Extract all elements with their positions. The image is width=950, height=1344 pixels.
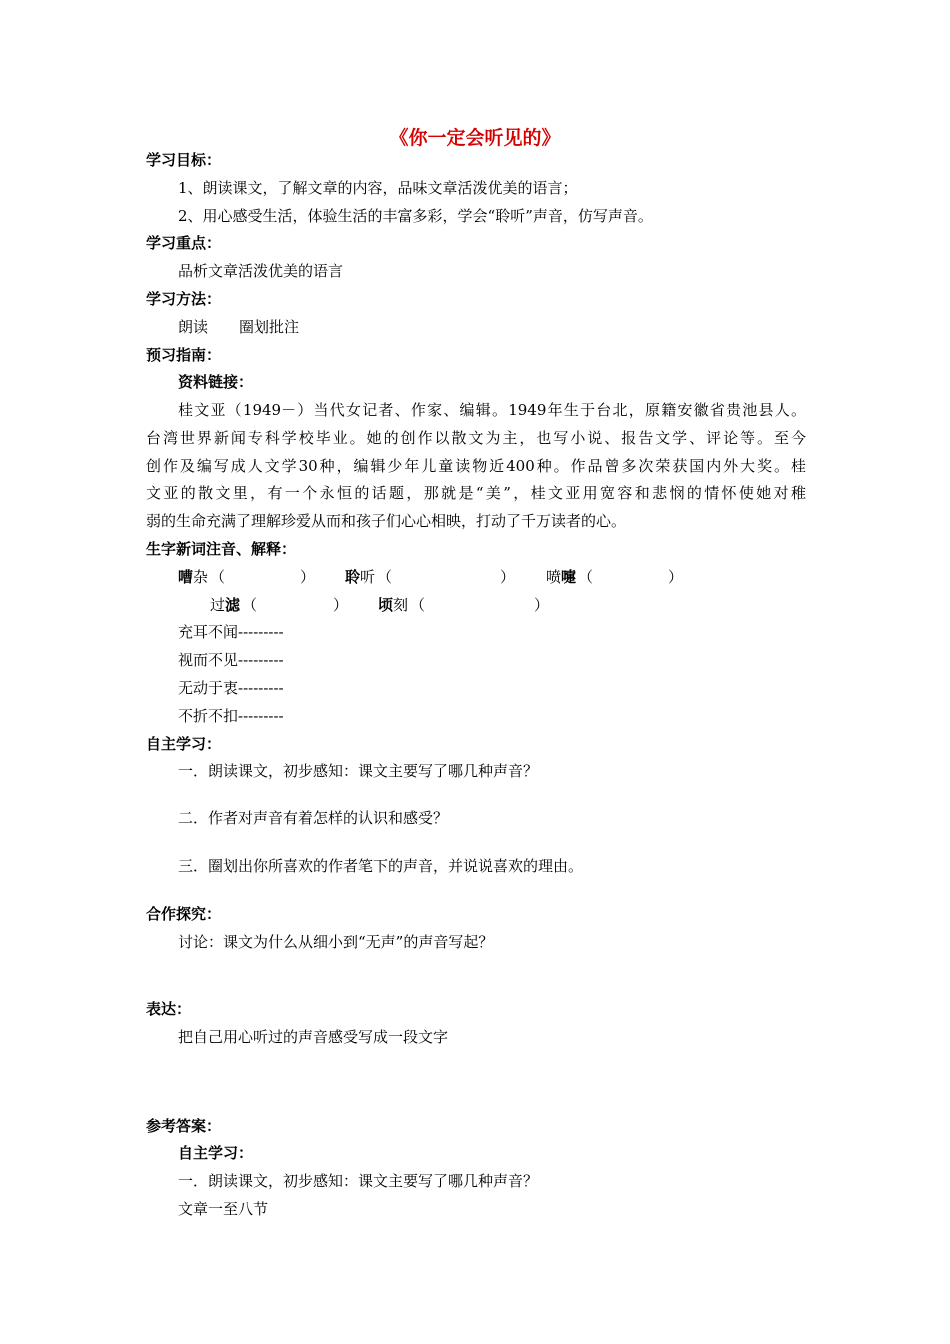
vocab-word-4-paren-close: ） (333, 596, 349, 614)
idiom-2: 视而不见--------- (178, 651, 284, 669)
guide-sub-heading: 资料链接： (178, 373, 254, 391)
answers-heading: 参考答案： (146, 1117, 222, 1135)
answers-question: 一．朗读课文，初步感知：课文主要写了哪几种声音？ (178, 1172, 539, 1190)
idiom-1: 充耳不闻--------- (178, 623, 284, 641)
vocab-word-1-char: 嘈 (178, 568, 194, 586)
guide-line-2: 台湾世界新闻专科学校毕业。她的创作以散文为主，也写小说、报告文学、评论等。至今 (146, 429, 806, 447)
vocab-word-2-paren-open: （ (377, 568, 393, 586)
vocab-word-1-rest: 杂 (193, 568, 209, 586)
method-item-2: 圈划批注 (239, 318, 300, 336)
guide-heading: 预习指南： (146, 346, 222, 364)
idiom-3: 无动于衷--------- (178, 679, 284, 697)
express-heading: 表达： (146, 1000, 192, 1018)
vocab-word-4 (210, 595, 240, 615)
goal-item-2: 2、用心感受生活，体验生活的丰富多彩，学会“聆听”声音，仿写声音。 (178, 207, 653, 225)
vocab-word-5 (378, 595, 408, 615)
answers-sub-heading: 自主学习： (178, 1144, 254, 1162)
vocab-word-4-char: 滤 (225, 596, 241, 614)
vocab-word-3-char: 嚏 (561, 568, 577, 586)
document-title: 《你一定会听见的》 (389, 127, 561, 149)
vocab-word-1-paren-open: （ (210, 568, 226, 586)
method-item-1: 朗读 (178, 318, 209, 336)
vocab-word-3-pre: 喷 (546, 568, 562, 586)
coop-text: 讨论：课文为什么从细小到“无声”的声音写起？ (178, 933, 494, 951)
vocab-word-2 (345, 567, 375, 587)
guide-line-1: 桂文亚（1949－）当代女记者、作家、编辑。1949年生于台北，原籍安徽省贵池县人。 (178, 401, 806, 419)
self-study-question-2: 二．作者对声音有着怎样的认识和感受？ (178, 809, 449, 827)
vocab-word-1-paren-close: ） (300, 568, 316, 586)
focus-text: 品析文章活泼优美的语言 (178, 262, 344, 280)
vocab-word-2-paren-close: ） (500, 568, 516, 586)
vocab-word-3-paren-open: （ (578, 568, 594, 586)
vocab-word-1 (178, 567, 208, 587)
self-study-question-3: 三．圈划出你所喜欢的作者笔下的声音，并说说喜欢的理由。 (178, 857, 584, 875)
focus-heading: 学习重点： (146, 234, 222, 252)
goals-heading: 学习目标： (146, 151, 222, 169)
idiom-4: 不折不扣--------- (178, 707, 284, 725)
guide-line-3: 创作及编写成人文学30种，编辑少年儿童读物近400种。作品曾多次荣获国内外大奖。桂 (146, 457, 806, 475)
answers-answer: 文章一至八节 (178, 1200, 269, 1218)
vocab-heading: 生字新词注音、解释： (146, 540, 297, 558)
vocab-word-2-rest: 听 (360, 568, 376, 586)
guide-line-4: 文亚的散文里，有一个永恒的话题，那就是“美”，桂文亚用宽容和悲悯的情怀使她对稚 (146, 484, 806, 502)
guide-line-5: 弱的生命充满了理解珍爱从而和孩子们心心相映，打动了千万读者的心。 (146, 512, 627, 530)
vocab-word-3 (546, 567, 576, 587)
vocab-word-2-char: 聆 (345, 568, 361, 586)
method-heading: 学习方法： (146, 290, 222, 308)
goal-item-1: 1、朗读课文，了解文章的内容，品味文章活泼优美的语言； (178, 179, 578, 197)
self-study-heading: 自主学习： (146, 735, 222, 753)
vocab-word-5-paren-open: （ (410, 596, 426, 614)
vocab-word-5-paren-close: ） (534, 596, 550, 614)
self-study-question-1: 一．朗读课文，初步感知：课文主要写了哪几种声音？ (178, 762, 539, 780)
express-text: 把自己用心听过的声音感受写成一段文字 (178, 1028, 449, 1046)
coop-heading: 合作探究： (146, 905, 222, 923)
vocab-word-4-pre: 过 (210, 596, 226, 614)
vocab-word-3-paren-close: ） (668, 568, 684, 586)
vocab-word-5-rest: 刻 (393, 596, 409, 614)
vocab-word-5-char: 顷 (378, 596, 394, 614)
vocab-word-4-paren-open: （ (242, 596, 258, 614)
